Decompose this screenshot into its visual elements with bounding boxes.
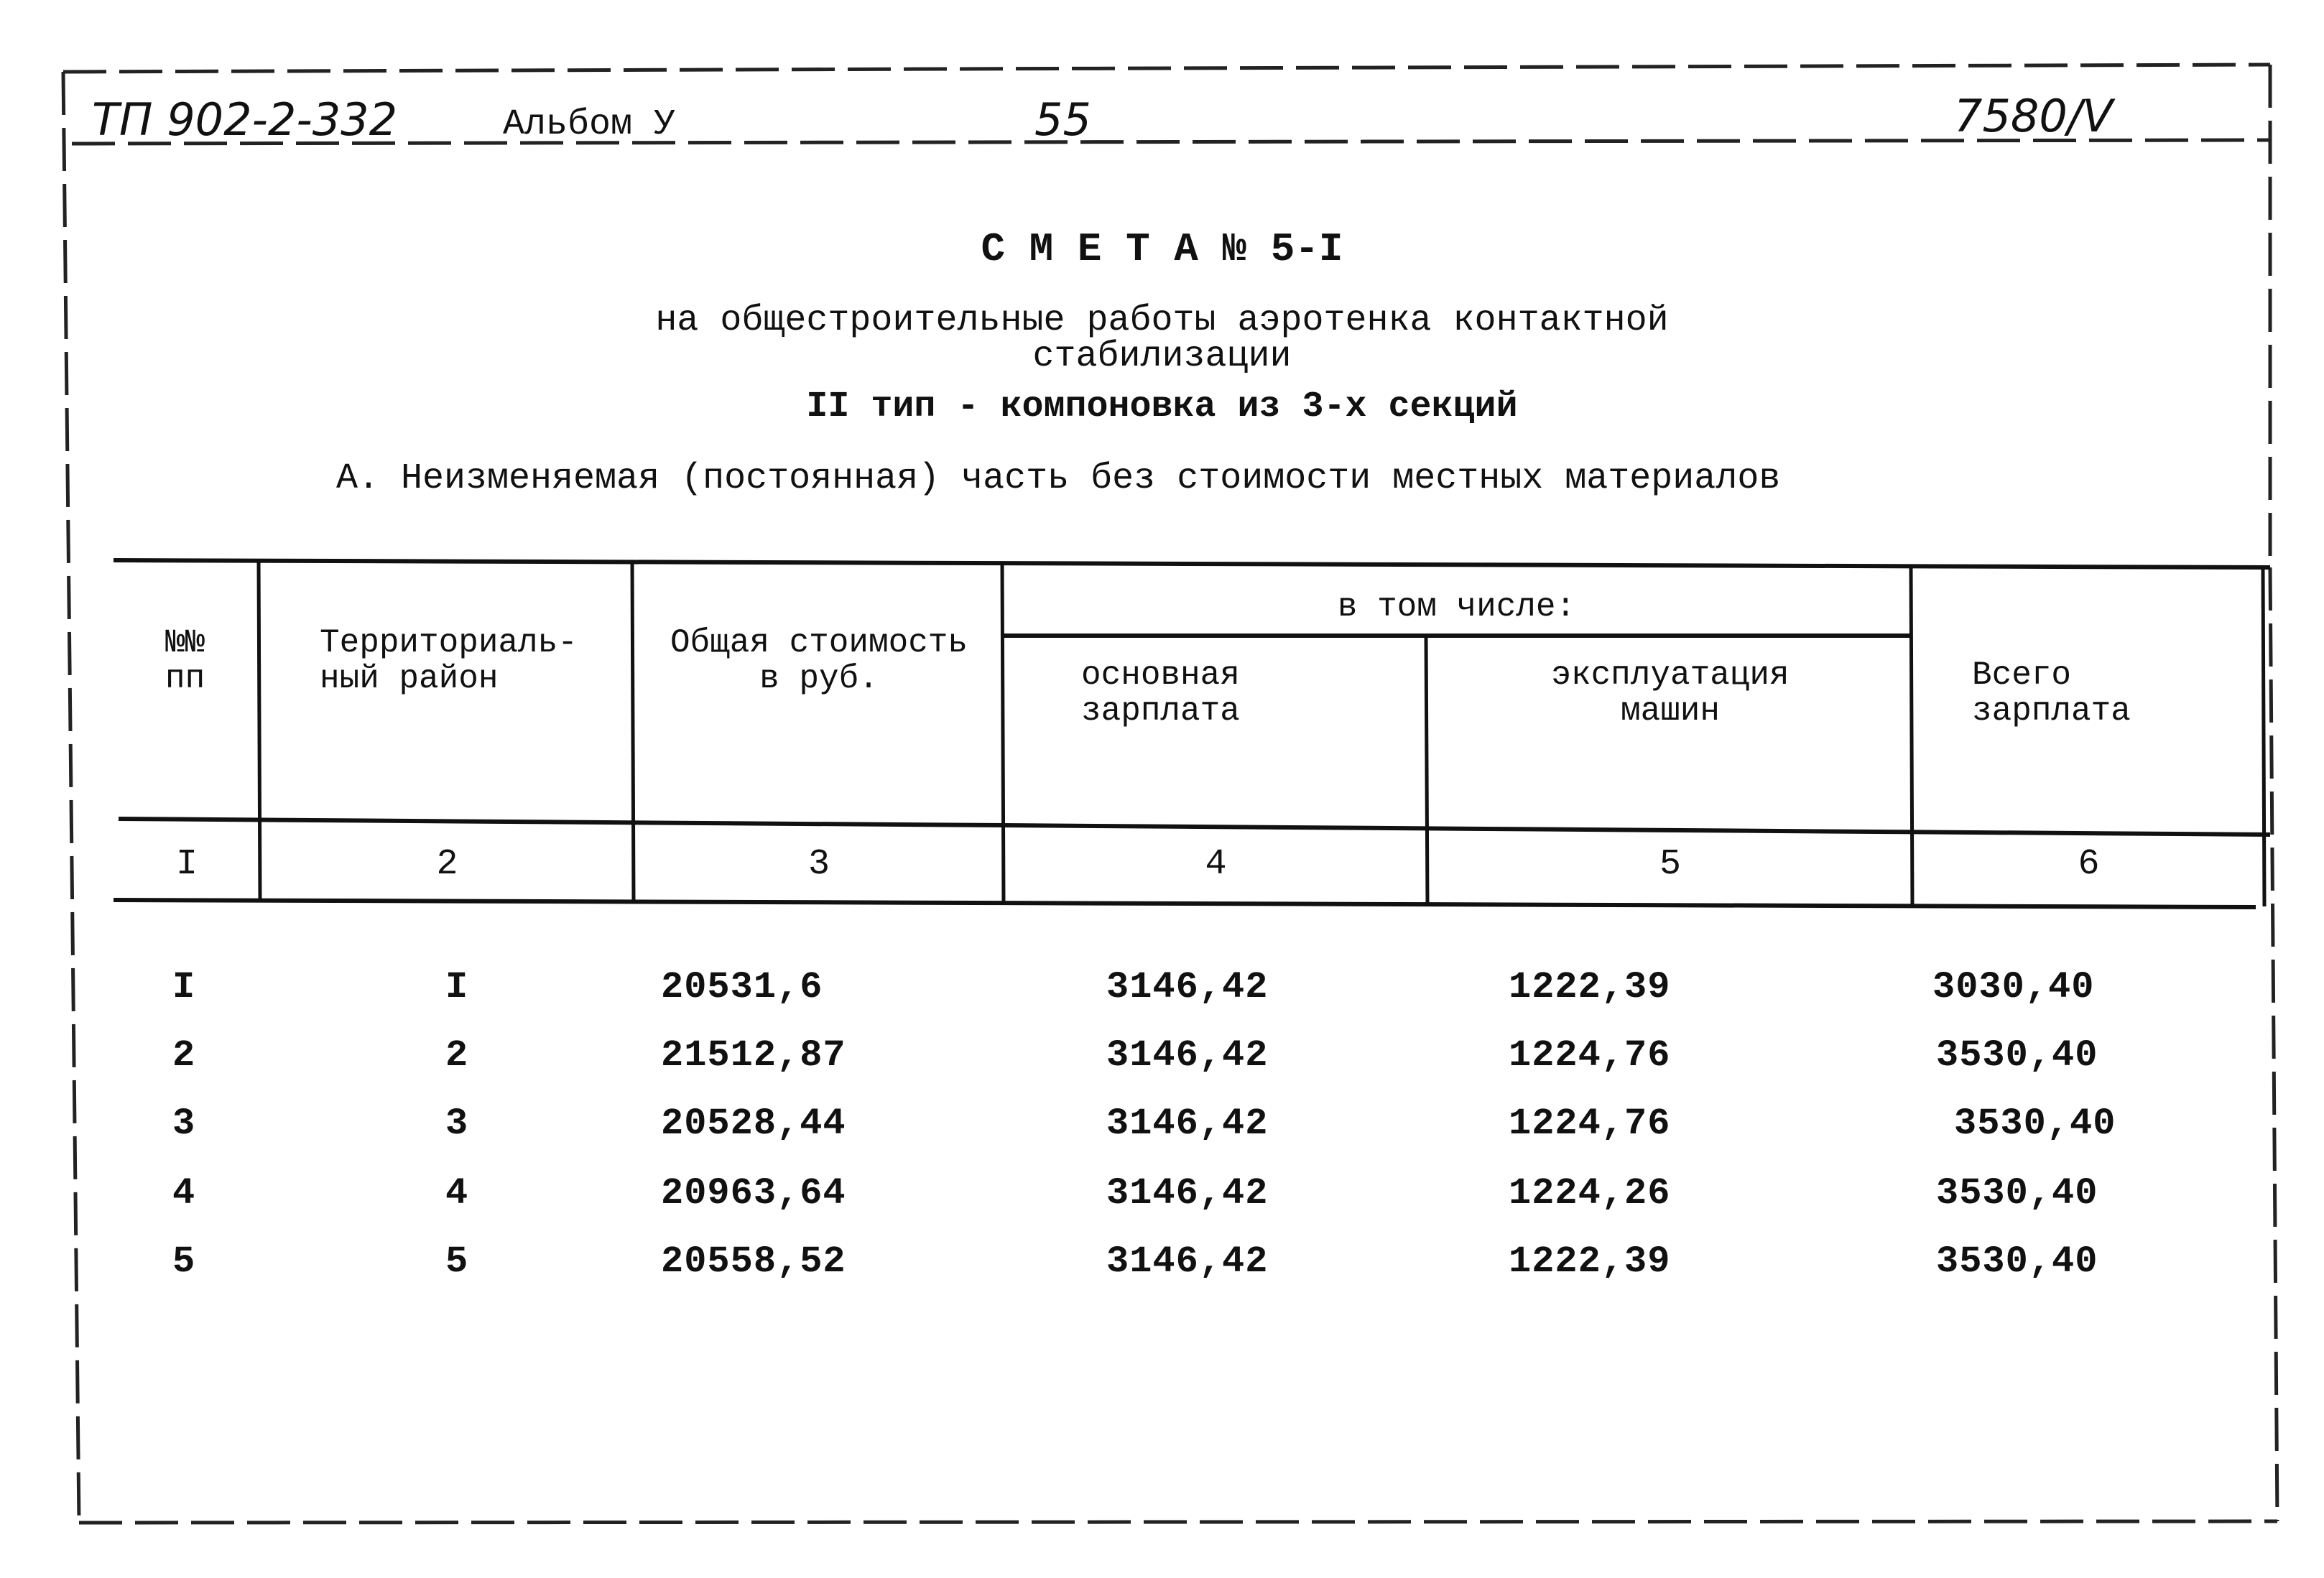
estimate-type-line: II тип - компоновка из 3-х секций bbox=[806, 386, 1518, 427]
column-number-4: 4 bbox=[1205, 844, 1227, 885]
column-number-6: 6 bbox=[2078, 844, 2100, 885]
row-district: 5 bbox=[445, 1240, 469, 1283]
row-total-wage: 3530,40 bbox=[1936, 1240, 2098, 1283]
header-col2-line-2: ный район bbox=[320, 660, 499, 697]
row-district: 3 bbox=[445, 1103, 469, 1145]
row-district: 4 bbox=[445, 1172, 469, 1215]
header-col1-line-1: №№ bbox=[165, 624, 205, 662]
row-machine-operation: 1224,76 bbox=[1509, 1103, 1671, 1145]
header-col4 bbox=[1081, 657, 1240, 729]
page-number: 55 bbox=[1034, 93, 1091, 146]
album-label: Альбом У bbox=[503, 104, 676, 145]
row-total-wage: 3030,40 bbox=[1932, 966, 2095, 1008]
row-index: I bbox=[172, 966, 196, 1008]
row-index: 4 bbox=[172, 1172, 196, 1215]
row-base-wage: 3146,42 bbox=[1106, 1034, 1269, 1077]
estimate-heading: С М Е Т А № 5-I bbox=[981, 226, 1343, 272]
row-district: 2 bbox=[445, 1034, 469, 1077]
row-total-wage: 3530,40 bbox=[1936, 1172, 2098, 1215]
row-machine-operation: 1222,39 bbox=[1509, 966, 1671, 1008]
document-code: ТП 902-2-332 bbox=[92, 93, 398, 146]
row-base-wage: 3146,42 bbox=[1106, 1103, 1269, 1145]
header-col3-line-1: Общая стоимость bbox=[670, 624, 968, 662]
header-col5-line-2: машин bbox=[1620, 692, 1721, 730]
row-total-cost: 20558,52 bbox=[661, 1240, 846, 1283]
column-number-2: 2 bbox=[436, 844, 458, 885]
estimate-subtitle-line-2: стабилизации bbox=[1032, 336, 1292, 377]
row-base-wage: 3146,42 bbox=[1106, 966, 1269, 1008]
header-col2 bbox=[320, 625, 578, 697]
header-col4-line-2: зарплата bbox=[1081, 692, 1240, 730]
row-index: 3 bbox=[172, 1103, 196, 1145]
header-col5 bbox=[1430, 657, 1911, 729]
header-col5-line-1: эксплуатация bbox=[1551, 656, 1790, 694]
row-index: 5 bbox=[172, 1240, 196, 1283]
header-col1-line-2: пп bbox=[165, 660, 205, 697]
row-total-cost: 21512,87 bbox=[661, 1034, 846, 1077]
header-group-including: в том числе: bbox=[1337, 588, 1576, 626]
sheet-number: 7580/V bbox=[1954, 90, 2114, 142]
header-col2-line-1: Территориаль- bbox=[320, 624, 578, 662]
header-col3 bbox=[639, 625, 999, 697]
row-base-wage: 3146,42 bbox=[1106, 1240, 1269, 1283]
header-col6-line-1: Всего bbox=[1972, 656, 2072, 694]
estimate-subtitle-line-1: на общестроительные работы аэротенка контактной bbox=[655, 300, 1669, 341]
row-total-wage: 3530,40 bbox=[1954, 1103, 2116, 1145]
row-index: 2 bbox=[172, 1034, 196, 1077]
header-col3-line-2: в руб. bbox=[759, 660, 879, 697]
row-machine-operation: 1224,26 bbox=[1509, 1172, 1671, 1215]
row-total-cost: 20528,44 bbox=[661, 1103, 846, 1145]
row-total-cost: 20963,64 bbox=[661, 1172, 846, 1215]
column-number-1: I bbox=[175, 844, 198, 885]
column-number-3: 3 bbox=[807, 844, 830, 885]
row-total-cost: 20531,6 bbox=[661, 966, 823, 1008]
header-col1 bbox=[165, 625, 205, 697]
row-machine-operation: 1224,76 bbox=[1509, 1034, 1671, 1077]
header-col6-line-2: зарплата bbox=[1972, 692, 2131, 730]
row-base-wage: 3146,42 bbox=[1106, 1172, 1269, 1215]
estimate-section-title: А. Неизменяемая (постоянная) часть без стоимости местных материалов bbox=[336, 458, 1781, 499]
header-col4-line-1: основная bbox=[1081, 656, 1240, 694]
row-total-wage: 3530,40 bbox=[1936, 1034, 2098, 1077]
row-district: I bbox=[445, 966, 469, 1008]
column-number-5: 5 bbox=[1659, 844, 1681, 885]
header-col6 bbox=[1972, 657, 2131, 729]
row-machine-operation: 1222,39 bbox=[1509, 1240, 1671, 1283]
